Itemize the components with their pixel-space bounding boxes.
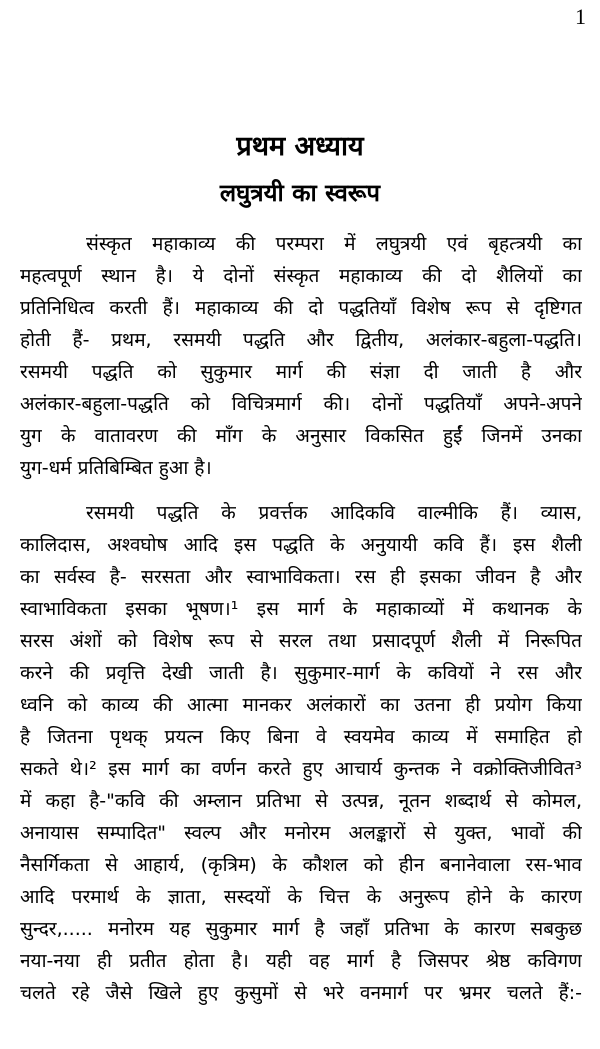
text-line: प्रतिनिधित्व करती हैं। महाकाव्य की दो पद्धतियाँ विशेष रूप से दृष्टिगत [20,297,582,319]
text-line: नैसर्गिकता से आहार्य, (कृत्रिम) के कौशल को हीन बनानेवाला रस-भाव [20,854,582,876]
text-line: अनायास सम्पादित" स्वल्प और मनोरम अलङ्कारों से युक्त, भावों की [20,822,582,844]
paragraph-2 [20,497,582,1009]
text-line: होती हैं- प्रथम, रसमयी पद्धति और द्वितीय, अलंकार-बहुला-पद्धति। [20,329,582,351]
text-line: करने की प्रवृत्ति देखी जाती है। सुकुमार-मार्ग के कवियों ने रस और [20,662,582,684]
text-line: में कहा है-"कवि की अम्लान प्रतिभा से उत्पन्न, नूतन शब्दार्थ से कोमल, [20,790,582,812]
text-line: युग के वातावरण की माँग के अनुसार विकसित हुईं जिनमें उनका [20,425,582,447]
text-line: रसमयी पद्धति को सुकुमार मार्ग की संज्ञा दी जाती है और [20,361,582,383]
text-line: युग-धर्म प्रतिबिम्बित हुआ है। [20,457,212,479]
paragraph-1 [20,228,582,484]
text-line: चलते रहे जैसे खिले हुए कुसुमों से भरे वनमार्ग पर भ्रमर चलते हैं:- [20,982,582,1004]
page-number: 1 [575,4,586,29]
text-line: रसमयी पद्धति के प्रवर्त्तक आदिकवि वाल्मीकि हैं। व्यास, [86,502,582,524]
text-line: कालिदास, अश्वघोष आदि इस पद्धति के अनुयायी कवि हैं। इस शैली [20,534,582,556]
text-line: महत्वपूर्ण स्थान है। ये दोनों संस्कृत महाकाव्य की दो शैलियों का [20,265,582,287]
chapter-title: प्रथम अध्याय [236,131,364,162]
text-line: सुन्दर,..... मनोरम यह सुकुमार मार्ग है जहाँ प्रतिभा के कारण सबकुछ [20,918,582,940]
text-line: आदि परमार्थ के ज्ञाता, सस्दयों के चित्त के अनुरूप होने के कारण [20,886,582,908]
text-line: ध्वनि को काव्य की आत्मा मानकर अलंकारों का उतना ही प्रयोग किया [20,694,582,716]
text-line: अलंकार-बहुला-पद्धति को विचित्रमार्ग की। दोनों पद्धतियाँ अपने-अपने [20,393,582,415]
text-line: सकते थे।² इस मार्ग का वर्णन करते हुए आचार्य कुन्तक ने वक्रोक्तिजीवित³ [20,758,582,780]
text-line: सरस अंशों को विशेष रूप से सरल तथा प्रसादपूर्ण शैली में निरूपित [20,630,582,652]
text-line: नया-नया ही प्रतीत होता है। यही वह मार्ग है जिसपर श्रेष्ठ कविगण [20,950,582,972]
text-line: स्वाभाविकता इसका भूषण।¹ इस मार्ग के महाकाव्यों में कथानक के [20,598,582,620]
text-line: है जितना पृथक् प्रयत्न किए बिना वे स्वयमेव काव्य में समाहित हो [20,726,582,748]
text-line: का सर्वस्व है- सरसता और स्वाभाविकता। रस ही इसका जीवन है और [20,566,582,588]
text-line: संस्कृत महाकाव्य की परम्परा में लघुत्रयी एवं बृहत्त्रयी का [86,233,582,255]
chapter-subtitle: लघुत्रयी का स्वरूप [219,179,381,207]
